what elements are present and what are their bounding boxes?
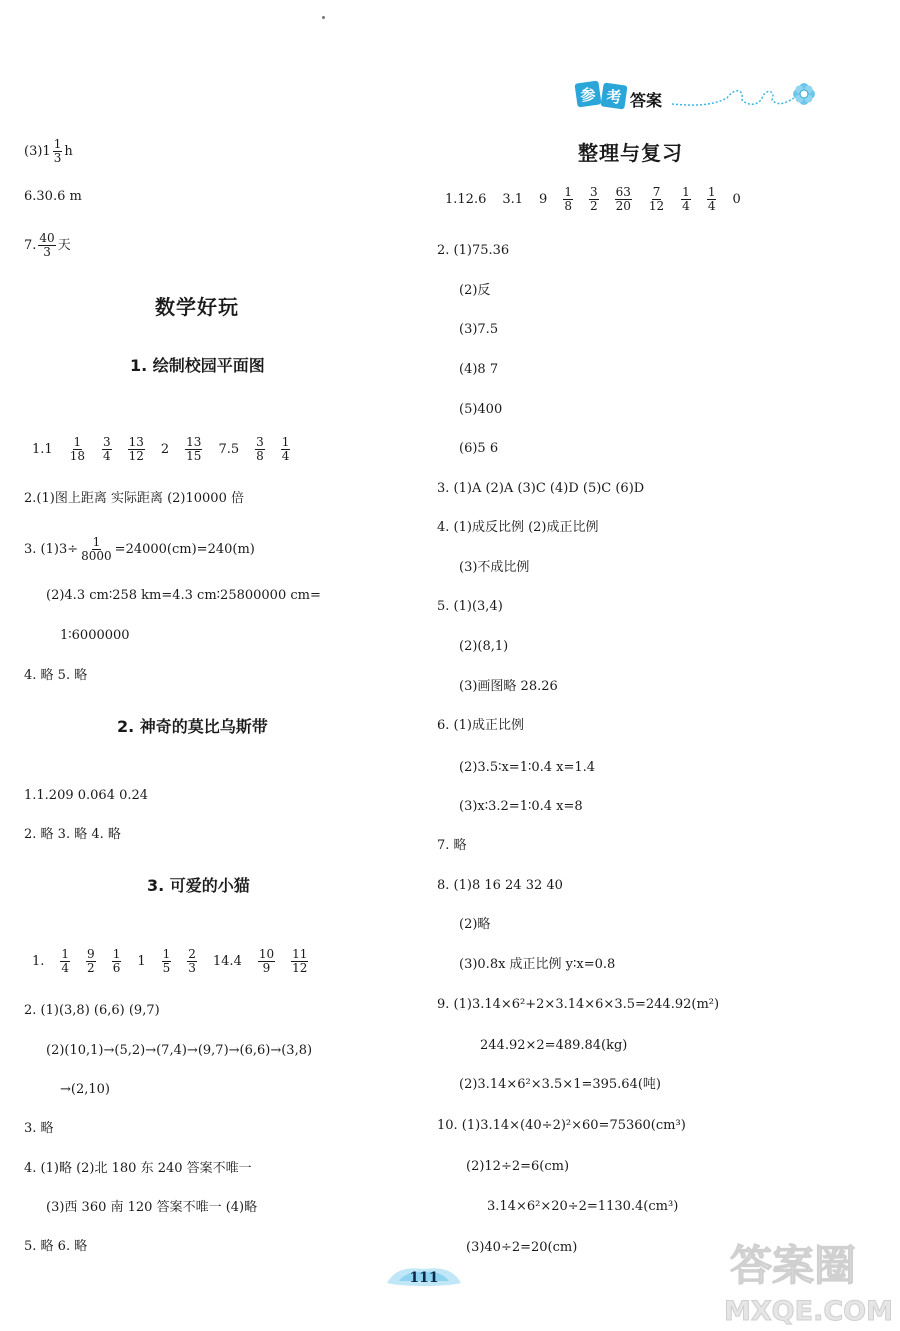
fraction: 3 4 <box>102 435 111 463</box>
r-q7: 7. 略 <box>437 838 467 853</box>
answer-value: 14.4 <box>212 953 242 969</box>
fraction: 1 4 <box>682 185 690 213</box>
r-q5-3: (3)画图略 28.26 <box>459 679 558 694</box>
scan-speck <box>322 16 325 19</box>
answer-key-banner <box>572 76 822 116</box>
fraction: 13 12 <box>128 435 144 463</box>
r-q10-4: (3)40÷2=20(cm) <box>466 1240 578 1255</box>
watermark-url: MXQE.COM <box>724 1296 893 1326</box>
r-q2-3: (3)7.5 <box>459 322 499 337</box>
answer-value: 2 <box>160 441 170 457</box>
page-number: 111 <box>409 1270 439 1286</box>
fraction: 1 6 <box>112 947 121 975</box>
fraction: 11 12 <box>292 947 308 975</box>
r-q10-1: 10. (1)3.14×(40÷2)²×60=75360(cm³) <box>437 1118 686 1133</box>
r-q4-1: 4. (1)成反比例 (2)成正比例 <box>437 520 599 535</box>
flower-icon <box>793 83 815 105</box>
answer-value: 1.12.6 <box>445 191 487 207</box>
r-q10-2: (2)12÷2=6(cm) <box>466 1159 570 1174</box>
r-q10-3: 3.14×6²×20÷2=1130.4(cm³) <box>487 1199 679 1214</box>
fraction: 1 4 <box>61 947 70 975</box>
s3-q4: 4. (1)略 (2)北 180 东 240 答案不唯一 <box>24 1161 252 1176</box>
fraction: 1 8 <box>564 185 572 213</box>
section-title-review: 整理与复习 <box>578 141 683 165</box>
fraction: 2 3 <box>188 947 196 975</box>
r-q4-2: (3)不成比例 <box>459 560 530 575</box>
fraction: 1 18 <box>69 435 85 463</box>
subsection-title-2: 2. 神奇的莫比乌斯带 <box>117 717 268 736</box>
fraction: 1 4 <box>707 185 716 213</box>
s1-q3-line-3: 1∶6000000 <box>60 628 130 643</box>
answer-value: 1 <box>137 953 146 969</box>
r-q3: 3. (1)A (2)A (3)C (4)D (5)C (6)D <box>437 481 645 496</box>
fraction: 13 15 <box>186 435 202 463</box>
answer-value: 1.1 <box>32 441 53 457</box>
subsection-title-3: 3. 可爱的小猫 <box>147 876 250 895</box>
s3-q2-line-2: (2)(10,1)→(5,2)→(7,4)→(9,7)→(6,6)→(3,8) <box>46 1043 313 1058</box>
s1-q2: 2.(1)图上距离 实际距离 (2)10000 倍 <box>24 491 244 506</box>
answer-value: 7.5 <box>218 441 240 457</box>
r-q5-1: 5. (1)(3,4) <box>437 599 503 614</box>
fraction: $\frac{1}{8000}$ <box>81 535 112 563</box>
s1-q3: 3. (1)3÷ $\frac{1}{8000}$ =24000(cm)=240(m) <box>24 535 255 563</box>
subsection-title-1: 1. 绘制校园平面图 <box>130 356 265 375</box>
s1-q4: 4. 略 5. 略 <box>24 668 88 683</box>
r-q2-1: 2. (1)75.36 <box>437 243 510 258</box>
r-q2-2: (2)反 <box>459 283 491 298</box>
r-q9-3: (2)3.14×6²×3.5×1=395.64(吨) <box>459 1077 661 1092</box>
banner-title: 答案 <box>630 91 663 110</box>
fraction: 7 12 <box>648 185 665 213</box>
left-line-2: 6.30.6 m <box>24 189 82 204</box>
s3-q4-line-2: (3)西 360 南 120 答案不唯一 (4)略 <box>46 1200 258 1215</box>
fraction: 1 5 <box>162 947 171 975</box>
watermark-logo <box>722 1232 894 1326</box>
r-q2-5: (5)400 <box>459 402 503 417</box>
r-q1 <box>437 186 749 213</box>
answer-value: 9 <box>539 191 548 207</box>
r-q5-2: (2)(8,1) <box>459 639 509 654</box>
s3-q3: 3. 略 <box>24 1121 54 1136</box>
r-q9-2: 244.92×2=489.84(kg) <box>480 1038 628 1053</box>
fraction: $\frac{1}{3}$ <box>53 137 62 165</box>
fraction: 9 2 <box>87 947 95 975</box>
fraction: $\frac{40}{3}$ <box>39 231 55 259</box>
s3-q5: 5. 略 6. 略 <box>24 1239 88 1254</box>
answer-value: 3.1 <box>502 191 524 207</box>
fraction: 10 9 <box>258 947 275 975</box>
r-q2-6: (6)5 6 <box>459 441 499 456</box>
s3-q1 <box>24 948 316 975</box>
s2-q2: 2. 略 3. 略 4. 略 <box>24 827 121 842</box>
section-title-math-fun: 数学好玩 <box>155 295 239 319</box>
left-line-1: (3)1 $\frac{1}{3}$ h <box>24 137 73 165</box>
r-q6-2: (2)3.5∶x=1∶0.4 x=1.4 <box>459 760 596 775</box>
r-q8-3: (3)0.8x 成正比例 y∶x=0.8 <box>459 957 616 972</box>
fraction: 63 20 <box>615 185 631 213</box>
r-q6-1: 6. (1)成正比例 <box>437 718 524 733</box>
s2-q1: 1.1.209 0.064 0.24 <box>24 788 149 803</box>
answer-value: 1. <box>32 953 45 969</box>
s1-q3-line-2: (2)4.3 cm∶258 km=4.3 cm∶25800000 cm= <box>46 588 321 603</box>
badge-char-1: 参 <box>580 86 596 104</box>
r-q2-4: (4)8 7 <box>459 362 499 377</box>
left-line-3: 7. $\frac{40}{3}$ 天 <box>24 231 71 259</box>
fraction: 1 4 <box>281 435 290 463</box>
r-q6-3: (3)x∶3.2=1∶0.4 x=8 <box>459 799 583 814</box>
watermark-text: 答案圈 <box>730 1241 857 1290</box>
r-q8-2: (2)略 <box>459 917 491 932</box>
s3-q2: 2. (1)(3,8) (6,6) (9,7) <box>24 1003 160 1018</box>
r-q9-1: 9. (1)3.14×6²+2×3.14×6×3.5=244.92(m²) <box>437 997 720 1012</box>
r-q8-1: 8. (1)8 16 24 32 40 <box>437 878 563 893</box>
fraction: 3 8 <box>256 435 264 463</box>
page-number-badge <box>385 1263 463 1289</box>
s1-q1 <box>24 436 298 463</box>
fraction: 3 2 <box>589 185 598 213</box>
badge-char-2: 考 <box>606 88 622 106</box>
answer-value: 0 <box>732 191 741 207</box>
s3-q2-line-3: →(2,10) <box>60 1082 110 1097</box>
